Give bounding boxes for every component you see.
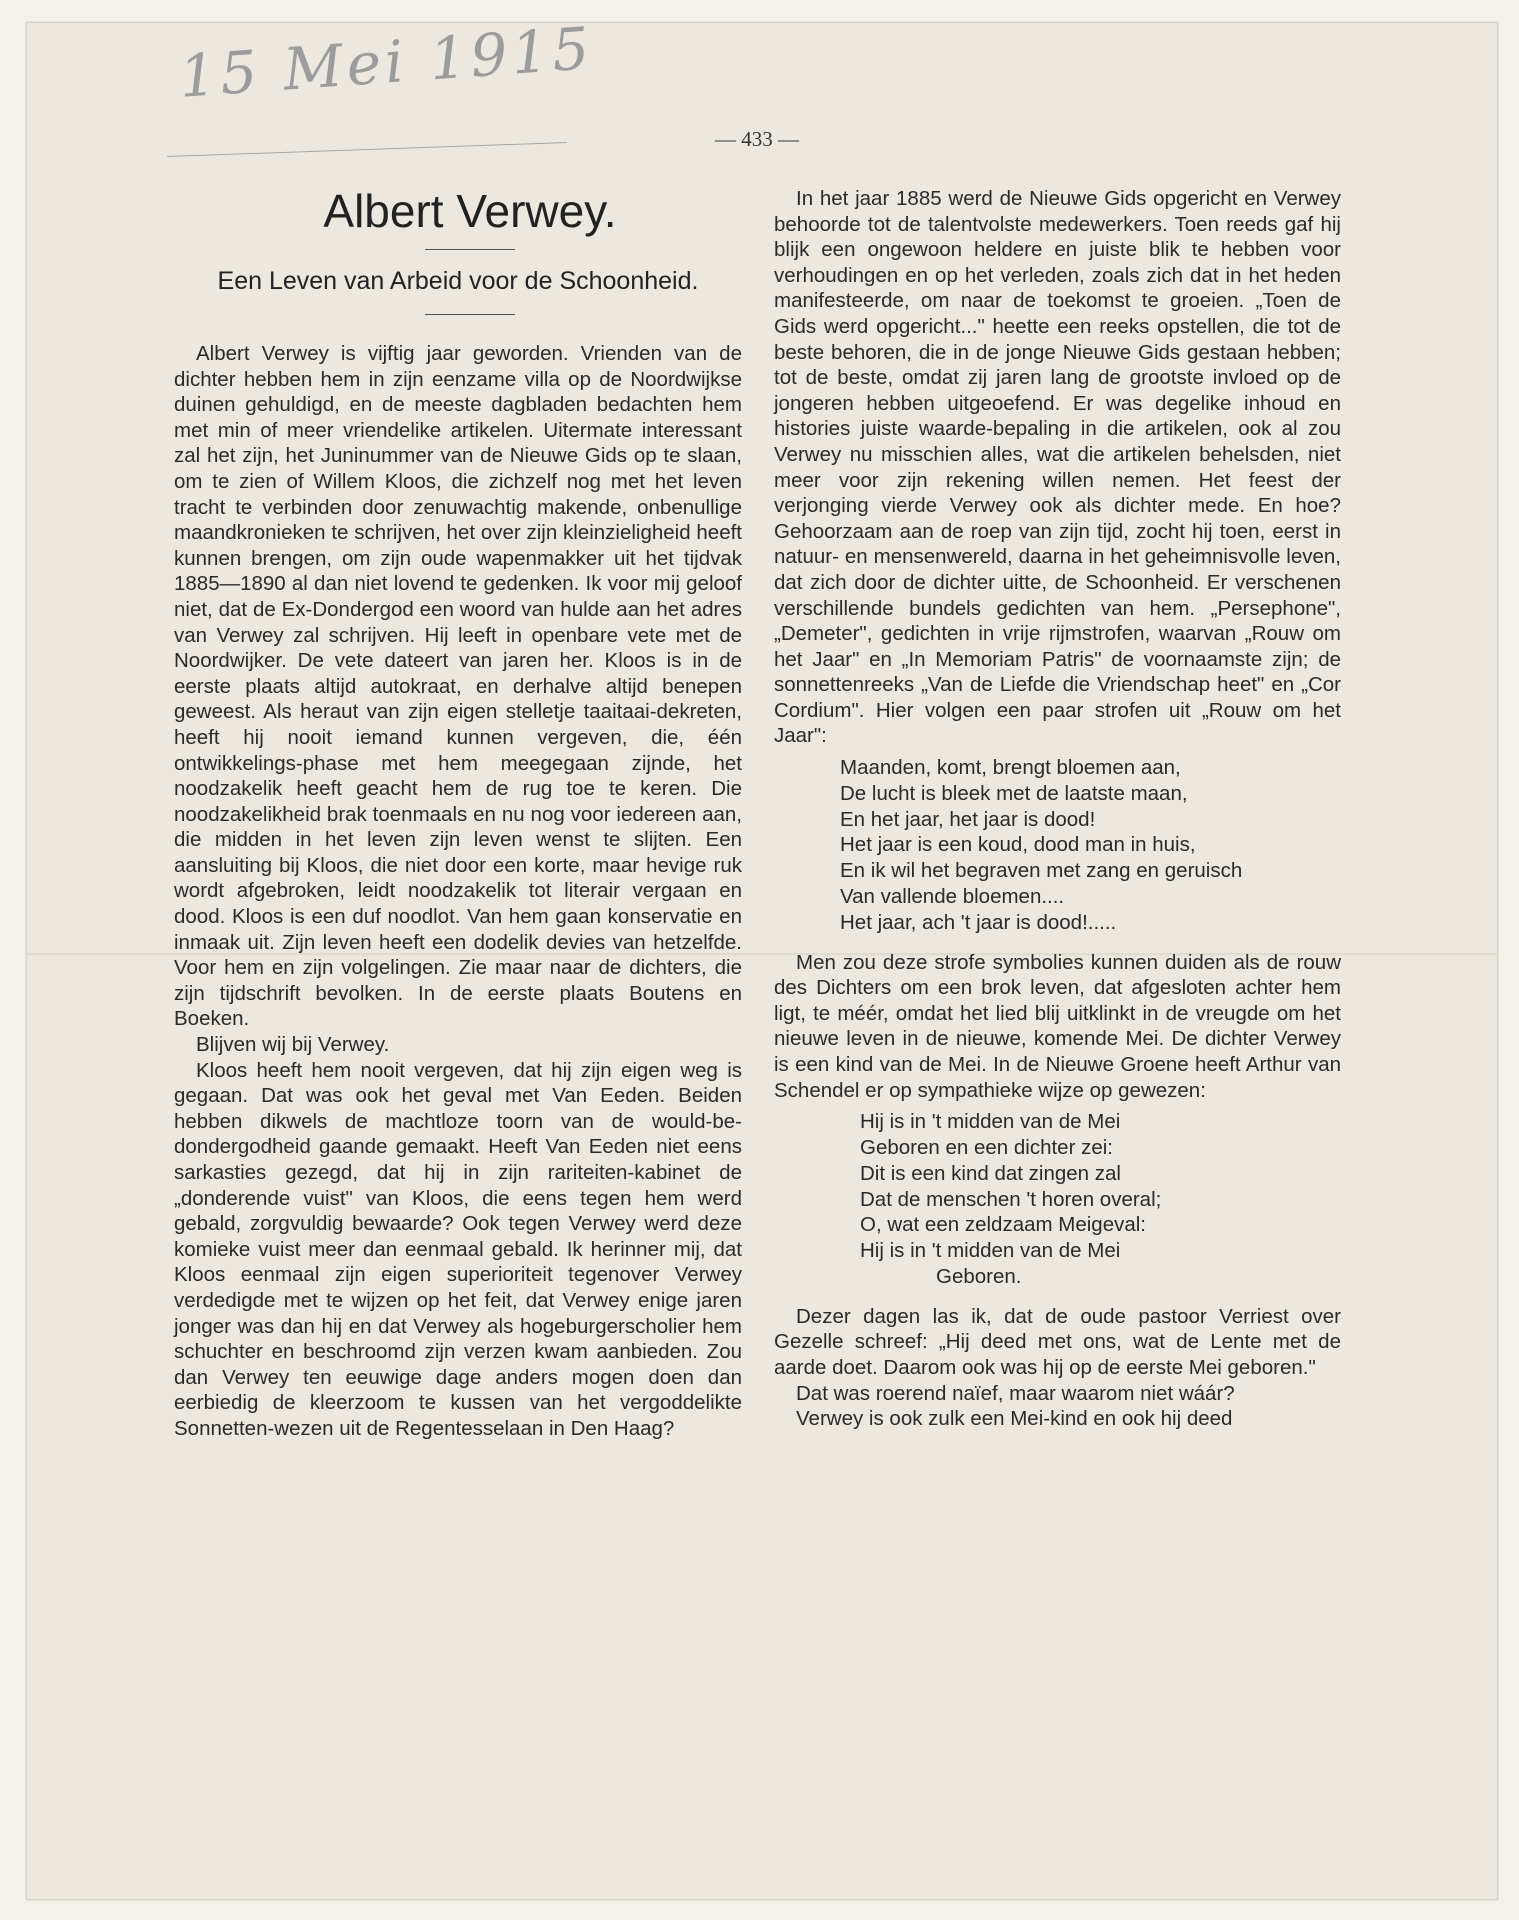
poem-line: En ik wil het begraven met zang en geruisch xyxy=(840,859,1243,883)
right-paragraph-1: In het jaar 1885 werd de Nieuwe Gids opgericht en Verwey behoorde tot de talentvolste medewerkers. Toen reeds gaf hij blijk een ongewoon heldere en juiste blik te hebben voor verhoudingen en op het verleden, zoals zich dat in het heden manifesteerde, om naar de toekomst te groeien. „Toen de Gids werd opgericht..." heette een reeks opstellen, die tot de beste behoren, die in de jonge Nieuwe Gids gestaan hebben; tot de beste, omdat zij jaren lang de grootste invloed op de jongeren hebben uitgeoefend. Er was degelike inhoud en histories juiste waarde-bepaling in die artikelen, ook al zou Verwey nu misschien alles, wat die artikelen behelsden, niet meer voor zijn rekening willen nemen. Het feest der verjonging vierde Verwey ook als dichter mede. En hoe? Gehoorzaam aan de roep van zijn tijd, zocht hij toen, eerst in natuur- en mensenwereld, daarna in het geheimnisvolle leven, dat zich door de dichter uitte, de Schoonheid. Er verschenen verschillende bundels gedichten van hem. „Persephone", „Demeter", gedichten in vrije rijmstrofen, waarvan „Rouw om het Jaar" en „In Memoriam Patris" de voornaamste zijn; de sonnettenreeks „Van de Liefde die Vriendschap heet" en „Cor Cordium". Hier volgen een paar strofen uit „Rouw om het Jaar": xyxy=(774,187,1341,748)
poem-line: Hij is in 't midden van de Mei xyxy=(860,1110,1121,1134)
article-title: Albert Verwey. xyxy=(323,185,617,237)
right-paragraph-2: Men zou deze strofe symbolies kunnen duiden als de rouw des Dichters om een brok leven, dat afgesloten achter hem ligt, te méér, omdat het lied blij uitklinkt in de vreugde om het nieuwe leven in de nieuwe, komende Mei. De dichter Verwey is een kind van de Mei. In de Nieuwe Groene heeft Arthur van Schendel er op sympathieke wijze op gewezen: xyxy=(774,950,1341,1102)
handwritten-date: 15 Mei 1915 xyxy=(177,14,596,111)
title-divider xyxy=(425,249,515,250)
poem-line: Geboren en een dichter zei: xyxy=(860,1136,1113,1159)
left-paragraph-2: Blijven wij bij Verwey. xyxy=(196,1033,390,1057)
poem-line: De lucht is bleek met de laatste maan, xyxy=(840,781,1188,805)
poem-line: Geboren. xyxy=(936,1264,1022,1288)
article-subtitle: Een Leven van Arbeid voor de Schoonheid. xyxy=(217,267,699,295)
poem-line: O, wat een zeldzaam Meigeval: xyxy=(860,1213,1146,1237)
left-paragraph-3: Kloos heeft hem nooit vergeven, dat hij zijn eigen weg is gegaan. Dat was ook het geval met Van Eeden. Beiden hebben dikwels de machtloze toorn van de would-be-dondergodheid gaande gemaakt. Heeft Van Eeden niet eens sarkasties gezegd, dat hij in zijn rariteiten-kabinet de „donderende vuist" van Kloos, die eens tegen hem werd gebald, zorgvuldig bewaarde? Ook tegen Verwey werd deze komieke vuist meer dan eenmaal gebald. Ik herinner mij, dat Kloos eenmaal zijn eigen superioriteit tegenover Verwey verdedigde met te wijzen op het feit, dat Verwey enige jaren jonger was dan hij en dat Verwey als hogeburgerscholier hem schuchter en beschroomd zijn verzen kwam aanbieden. Zou dan Verwey ten eeuwige dage anders mogen doen dan eerbiedig de kleerzoom te kussen van het vergoddelikte Sonnetten-wezen uit de Regentesselaan in Den Haag? xyxy=(174,1058,742,1440)
subtitle-divider xyxy=(425,314,515,315)
left-column xyxy=(174,183,742,1442)
poem-van-schendel xyxy=(860,1109,1341,1290)
poem-line: Van vallende bloemen.... xyxy=(840,885,1065,909)
left-paragraph-1: Albert Verwey is vijftig jaar geworden. Vrienden van de dichter hebben hem in zijn eenzame villa op de Noordwijkse duinen gehuldigd, en de meeste dagbladen bedachten hem met min of meer vriendelike artikelen. Uitermate interessant zal het zijn, het Juninummer van de Nieuwe Gids op te slaan, om te zien of Willem Kloos, die zichzelf nog met het leven tracht te verbinden door zenuwachtig makende, onbenullige maandkronieken te schrijven, het over zijn kleinzieligheid heeft kunnen brengen, om zijn oude wapenmakker uit het tijdvak 1885—1890 al dan niet lovend te gedenken. Ik voor mij geloof niet, dat de Ex-Dondergod een woord van hulde aan het adres van Verwey zal schrijven. Hij leeft in openbare vete met de Noordwijker. De vete dateert van jaren her. Kloos is in de eerste plaats altijd autokraat, en derhalve altijd benepen geweest. Als heraut van zijn eigen stelletje taaitaai-dekreten, heeft hij nooit iemand kunnen vergeven, die, één ontwikkelings-phase met hem meegegaan zijnde, het noodzakelik heeft geacht hem de rug toe te keren. Die noodzakelikheid brak toenmaals en nu nog voor iedereen aan, die midden in het leven zijn leven wenst te slijten. Een aansluiting bij Kloos, die niet door een korte, maar hevige ruk wordt afgebroken, leidt noodzakelik tot literair vergaan en dood. Kloos is een duf noodlot. Van hem gaan konservatie en inmaak uit. Zijn leven heeft een dodelik devies van hetzelfde. Voor hem en zijn volgelingen. Zie maar naar de dichters, die zijn tijdschrift bevolken. In de eerste plaats Boutens en Boeken. xyxy=(174,342,742,1031)
poem-line: Dat de menschen 't horen overal; xyxy=(860,1187,1162,1211)
poem-line: Dit is een kind dat zingen zal xyxy=(860,1161,1121,1185)
newspaper-clipping xyxy=(26,14,1498,1900)
right-paragraph-4: Dat was roerend naïef, maar waarom niet wáár? xyxy=(796,1381,1235,1405)
page-number: — 433 — xyxy=(715,127,799,151)
poem-line: En het jaar, het jaar is dood! xyxy=(840,807,1096,831)
poem-line: Hij is in 't midden van de Mei xyxy=(860,1239,1121,1263)
right-paragraph-5: Verwey is ook zulk een Mei-kind en ook hij deed xyxy=(796,1407,1233,1431)
poem-rouw-om-het-jaar xyxy=(840,755,1341,936)
right-paragraph-3: Dezer dagen las ik, dat de oude pastoor Verriest over Gezelle schreef: „Hij deed met ons, wat de Lente met de aarde doet. Daarom ook was hij op de eerste Mei geboren." xyxy=(774,1304,1341,1379)
poem-line: Het jaar is een koud, dood man in huis, xyxy=(840,833,1196,857)
poem-line: Het jaar, ach 't jaar is dood!..... xyxy=(840,910,1117,934)
handwritten-underline xyxy=(167,142,567,157)
right-column xyxy=(774,186,1341,1432)
poem-line: Maanden, komt, brengt bloemen aan, xyxy=(840,756,1181,780)
